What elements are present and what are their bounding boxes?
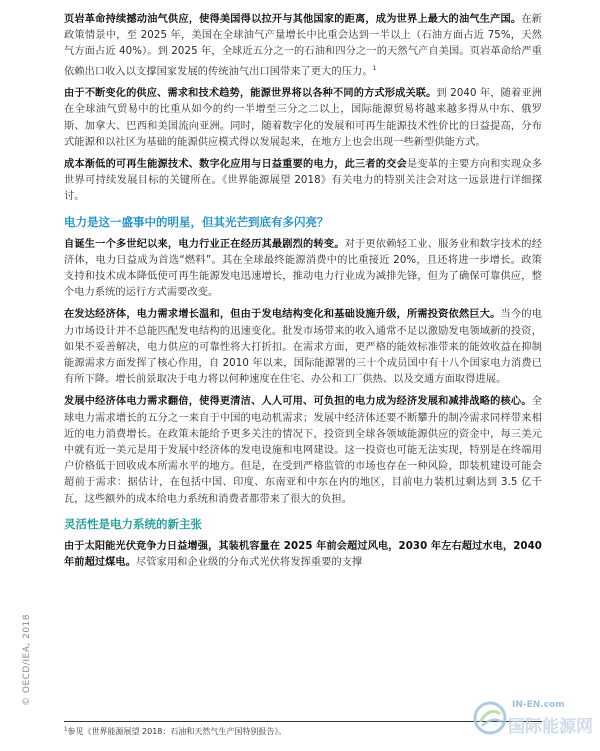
footnote — [64, 726, 286, 737]
paragraph-lead: 发展中经济体电力需求翻倍，使得更清洁、人人可用、可负担的电力成为经济发展和减排战略的核心。 — [64, 396, 532, 408]
watermark-url: IN-EN.com — [512, 700, 565, 710]
paragraph-transformation — [64, 237, 542, 302]
paragraph-lead: 成本渐低的可再生能源技术、数字化应用与日益重要的电力，此三者的交会 — [64, 159, 407, 171]
watermark-logo-icon — [472, 700, 508, 736]
section-heading-electricity: 电力是这一盛事中的明星，但其光芒到底有多闪亮？ — [64, 214, 329, 229]
paragraph-text: 是变革的主要方向和实现众多世界可持续发展目标的关键所在。《世界能源展望 2018》有关电力的特别关注会对这一远景进行详细探讨。 — [64, 159, 542, 203]
paragraph-shale — [64, 12, 542, 80]
paragraph-lead: 由于太阳能光伏竞争力日益增强，其装机容量在 2025 年前会超过风电，2030 年左右超过水电，2040 年前超过煤电。 — [64, 540, 542, 569]
paragraph-text: 当今的电力市场设计并不总能匹配发电结构的迅速变化。批发市场带来的收入通常不足以激励发电领域新的投资，如果不妥善解决，电力供应的可靠性将大打折扣。在需求方面，更严格的能效标准带来的能效收益在抑制能源需求方面发挥了核心作用，自 2010 年以来，国际能源署的三十个成员国中有十八个国家电力消费已有所下降。增长前景取决于电力将以何种速度在住宅、办公和工厂供热、以及交通方面取得进展。 — [64, 309, 542, 386]
footnote-text: 参见《世界能源展望 2018：石油和天然气生产国特别报告》。 — [67, 727, 287, 736]
document-body — [64, 12, 542, 577]
watermark-title: 国际能源网 — [508, 717, 593, 737]
paragraph-text: 对于更依赖轻工业、服务业和数字技术的经济体，电力日益成为首选“燃料”。其在全球最终能源消费中的比重接近 20%，且还将进一步增长。政策支持和技术成本降低使可再生能源发电迅速增长，推动电力行业成为减排先锋，但为了确保可靠供应，整个电力系统的运行方式需要改变。 — [64, 238, 542, 299]
paragraph-lead: 由于不断变化的供应、需求和技术趋势，能源世界将以各种不同的方式形成关联。 — [64, 88, 437, 100]
paragraph-text: 全球电力需求增长的五分之一来自于中国的电动机需求；发展中经济体还要不断攀升的制冷需求同样带来相近的电力消费增长。在政策未能给予更多关注的情况下，投资到全球各领域能源供应的资金中，每三美元中就有近一美元是用于发展中经济体的发电设施和电网建设。这一投资也可能无法实现，特别是在终端用户价格低于回收成本所需水平的地方。但是，在受到严格监管的市场也存在一种风险，即装机建设可能会超前于需求：据估计，在包括中国、印度、东南亚和中东在内的地区，目前电力装机过剩达到 3.5 亿千瓦，这些额外的成本给电力系统和消费者都带来了很大的负担。 — [64, 396, 542, 505]
section-heading-flexibility: 灵活性是电力系统的新主张 — [64, 516, 202, 531]
footnote-number: 1 — [64, 726, 68, 733]
paragraph-developed — [64, 307, 542, 388]
copyright-label: © OECD/IEA, 2018 — [22, 613, 32, 706]
paragraph-text: 在新政策情景中，至 2025 年，美国在全球油气产量增长中比重会达到一半以上（石油方面占近 75%，天然气方面占近 40%）。到 2025 年，全球近五分之一的石油和四分之一的天然气产自美国。页岩革命给严重依赖出口收入以支撑国家发展的传统油气出口国带来了更大的压力。 — [64, 14, 542, 77]
paragraph-text: 到 2040 年，随着亚洲在全球油气贸易中的比重从如今的约一半增至三分之二以上，国际能源贸易将越来越多得从中东、俄罗斯、加拿大、巴西和美国流向亚洲。同时，随着数字化的发展和可再生能源技术性价比的日益提高，分布式能源和以社区为基础的能源供应模式得以发展起来，在地方上也会出现一些新型供能方式。 — [64, 88, 542, 148]
paragraph-lead: 页岩革命持续撼动油气供应，使得美国得以拉开与其他国家的距离，成为世界上最大的油气生产国。 — [64, 14, 522, 25]
paragraph-convergence — [64, 157, 542, 206]
paragraph-text: 尽管家用和企业级的分布式光伏将发挥重要的支撑 — [136, 557, 363, 569]
watermark — [468, 696, 596, 750]
paragraph-trade — [64, 86, 542, 151]
paragraph-developing — [64, 394, 542, 507]
paragraph-lead: 自诞生一个多世纪以来，电力行业正在经历其最剧烈的转变。 — [64, 238, 345, 250]
paragraph-lead: 在发达经济体，电力需求增长温和，但由于发电结构变化和基础设施升级，所需投资依然巨大。 — [64, 309, 501, 321]
footnote-ref[interactable]: 1 — [372, 64, 377, 72]
paragraph-solar — [64, 539, 542, 571]
